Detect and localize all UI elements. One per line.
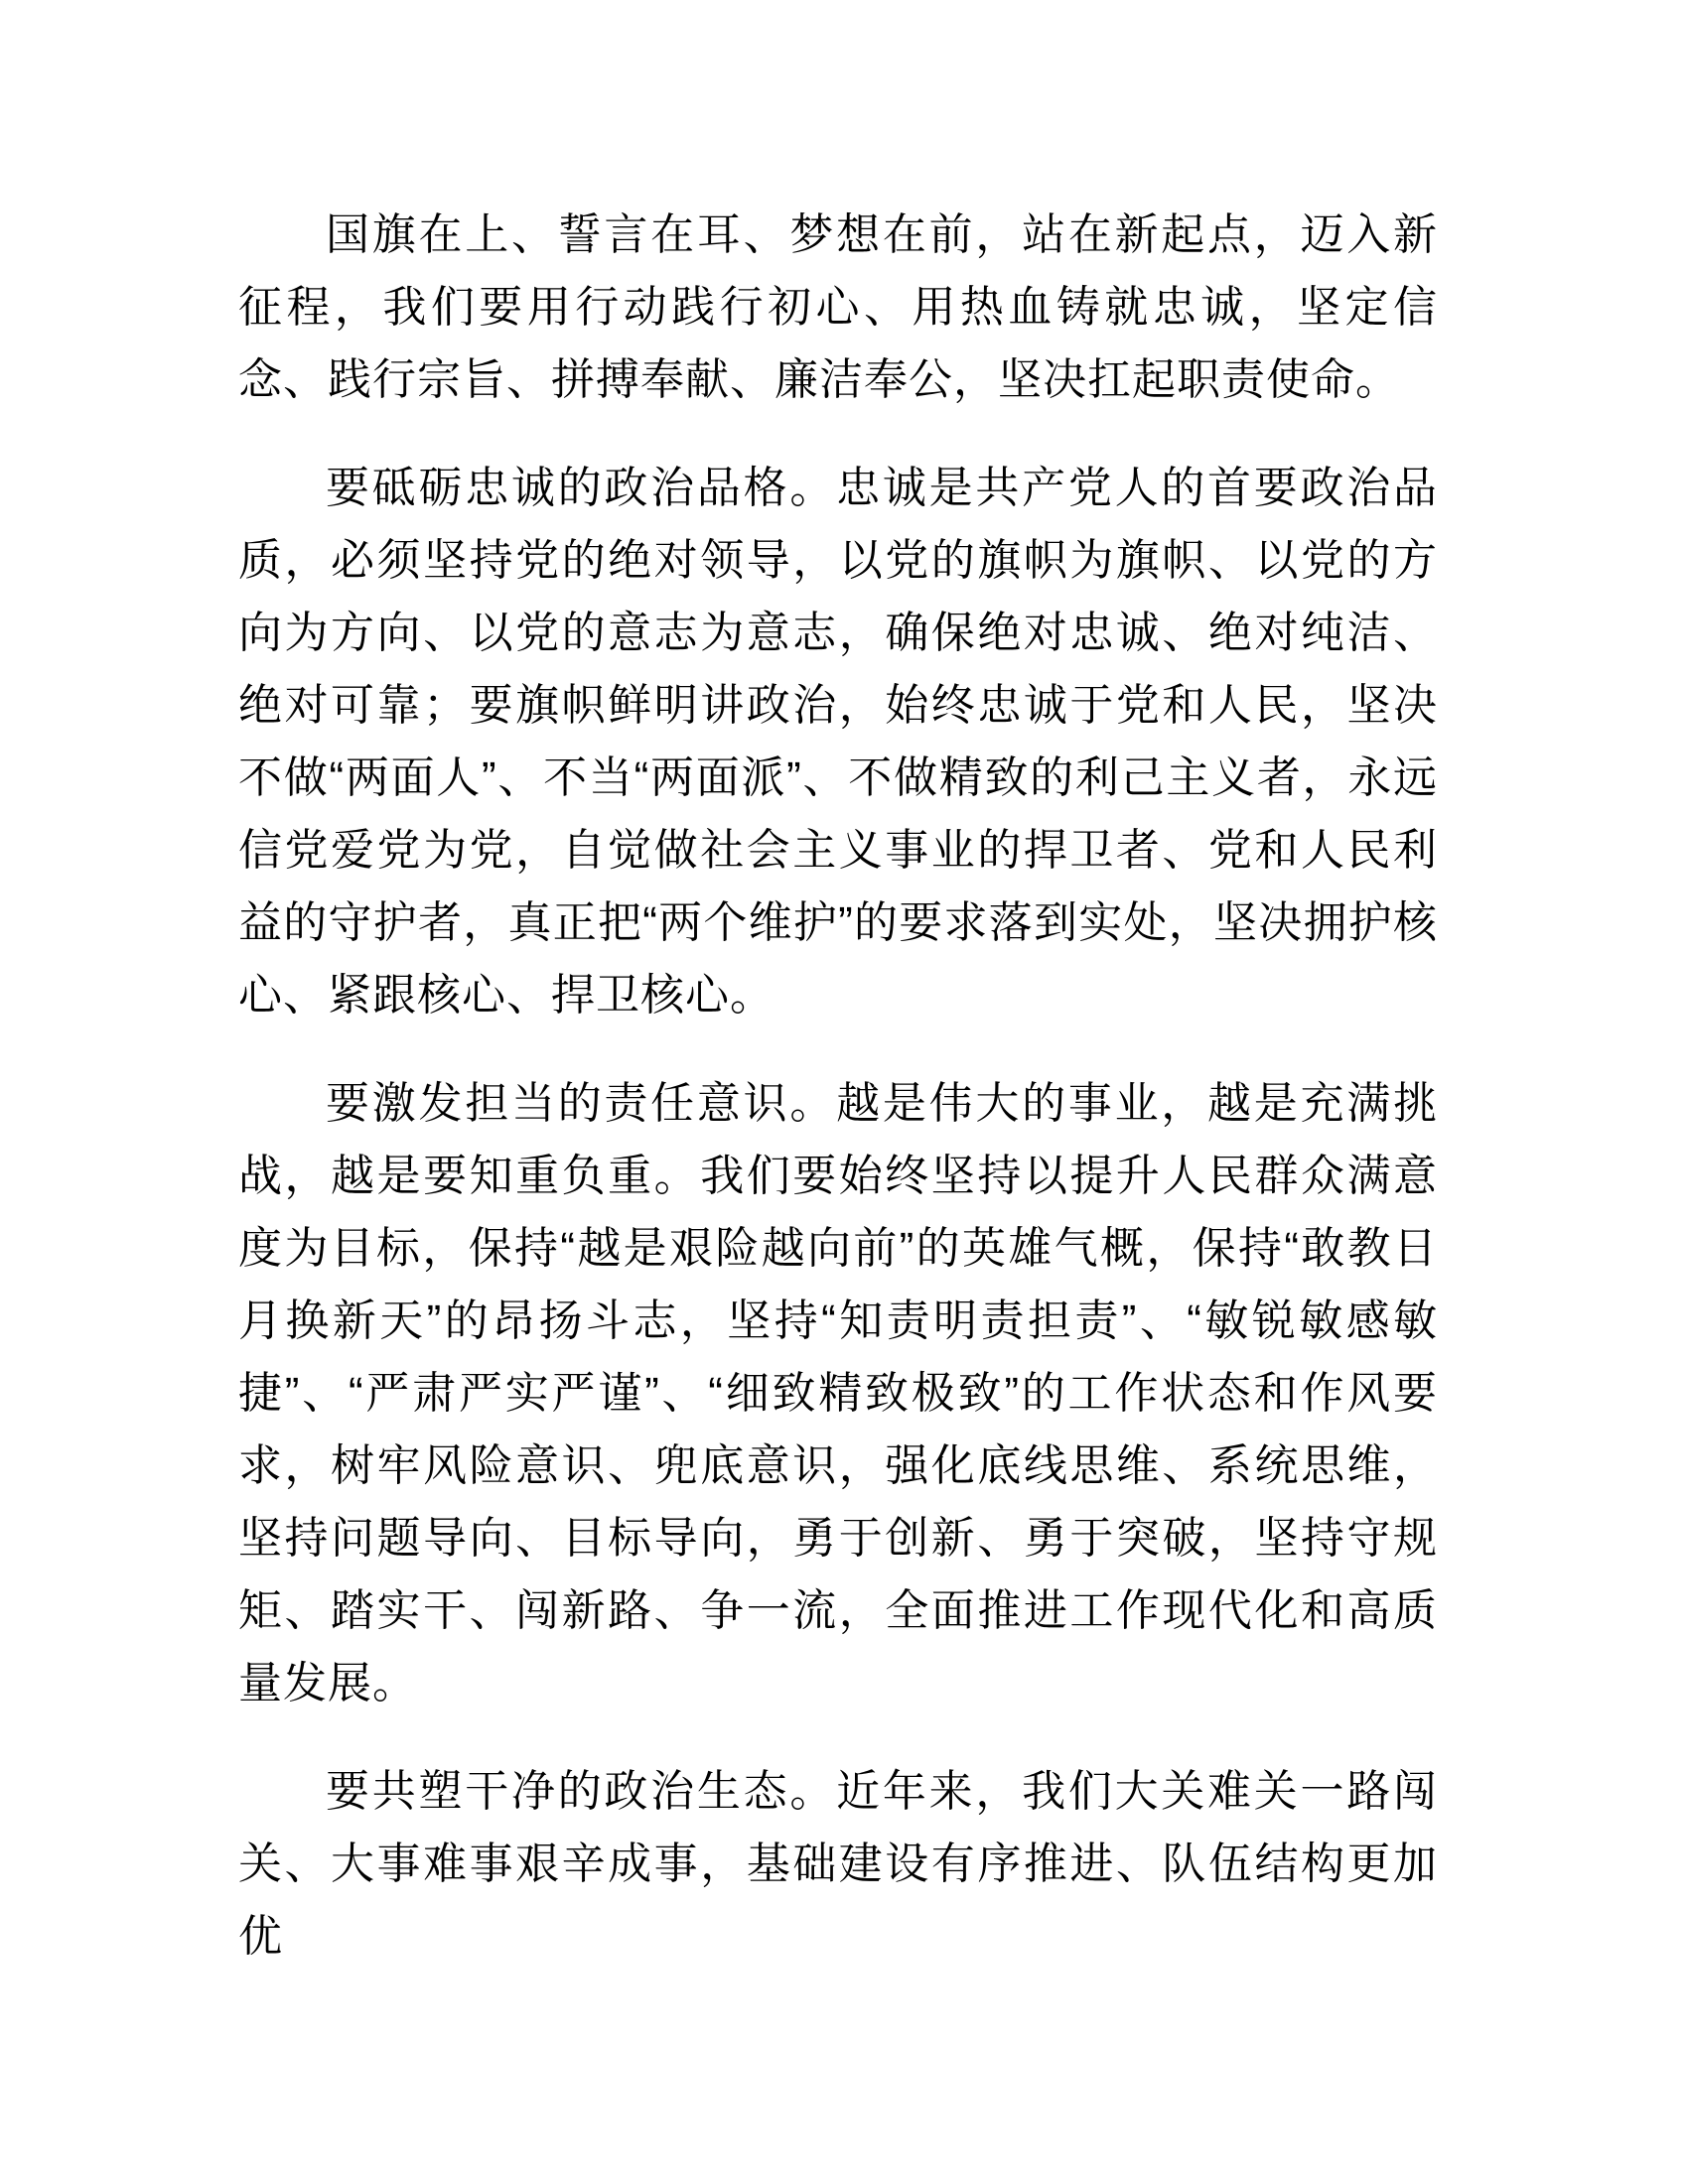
- paragraph-opening: 国旗在上、誓言在耳、梦想在前，站在新起点，迈入新征程，我们要用行动践行初心、用热血铸就忠诚，坚定信念、践行宗旨、拼搏奉献、廉洁奉公，坚决扛起职责使命。: [238, 210, 1438, 404]
- paragraph-responsibility: 要激发担当的责任意识。越是伟大的事业，越是充满挑战，越是要知重负重。我们要始终坚持以提升人民群众满意度为目标，保持“越是艰险越向前”的英雄气概，保持“敢教日月换新天”的昂扬斗志，坚持“知责明责担责”、“敏锐敏感敏捷”、“严肃严实严谨”、“细致精致极致”的工作状态和作风要求，树牢风险意识、兜底意识，强化底线思维、系统思维，坚持问题导向、目标导向，勇于创新、勇于突破，坚持守规矩、踏实干、闯新路、争一流，全面推进工作现代化和高质量发展。: [238, 1079, 1438, 1707]
- paragraph-loyalty: 要砥砺忠诚的政治品格。忠诚是共产党人的首要政治品质，必须坚持党的绝对领导，以党的旗帜为旗帜、以党的方向为方向、以党的意志为意志，确保绝对忠诚、绝对纯洁、绝对可靠；要旗帜鲜明讲政治，始终忠诚于党和人民，坚决不做“两面人”、不当“两面派”、不做精致的利己主义者，永远信党爱党为党，自觉做社会主义事业的捍卫者、党和人民利益的守护者，真正把“两个维护”的要求落到实处，坚决拥护核心、紧跟核心、捍卫核心。: [238, 464, 1438, 1020]
- paragraph-political-ecology: 要共塑干净的政治生态。近年来，我们大关难关一路闯关、大事难事艰辛成事，基础建设有序推进、队伍结构更加优: [238, 1767, 1438, 1961]
